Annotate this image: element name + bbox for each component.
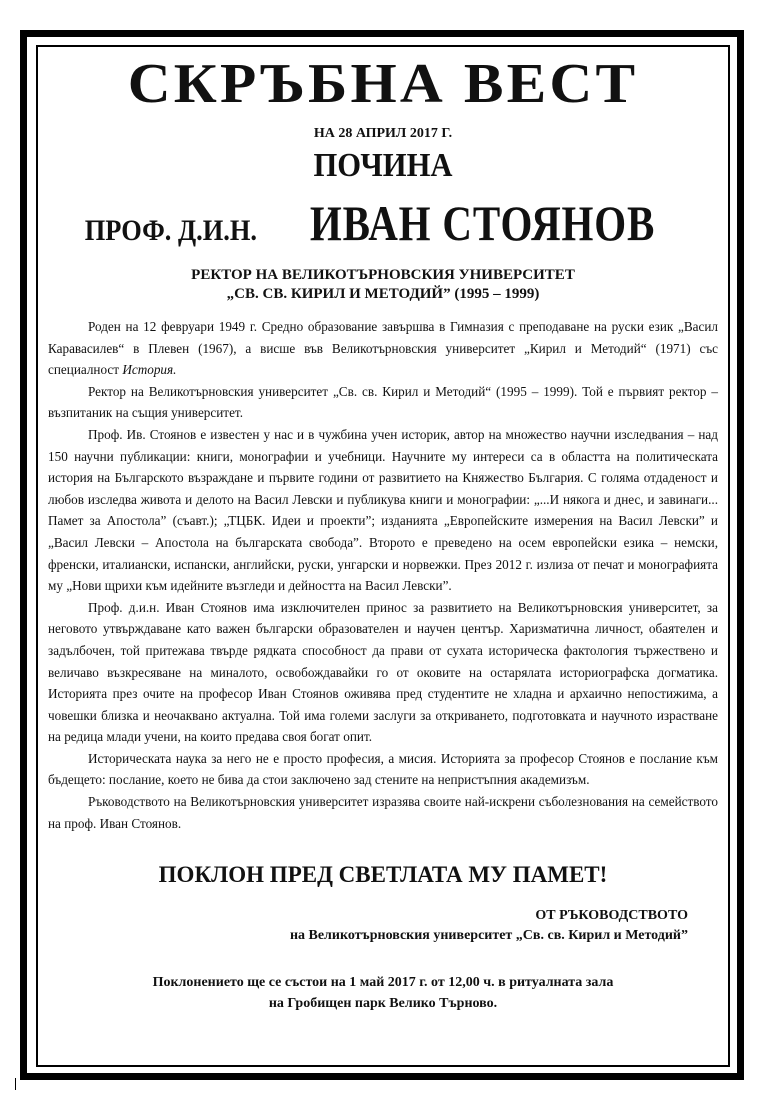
- signature-line-1: ОТ РЪКОВОДСТВОТО: [535, 908, 688, 924]
- biography-text: [48, 316, 718, 834]
- name-line: [48, 194, 718, 252]
- role-block: [48, 266, 718, 304]
- paragraph-3: Проф. Ив. Стоянов е известен у нас и в чужбина учен историк, автор на множество научни изследвания – над 150 научни публикации: книги, монографии и учебници. Научните му интереси са в областта на политическата история на Българското възраждане и първите години от развитието на Княжество България. С голяма отдаденост и любов изследва живота и делото на Васил Левски и публикува книги и монографии: „...И някога и днес, и завинаги... Памет за Апостола” (съавт.); „ТЦБК. Идеи и проекти”; изданията „Европейските измерения на Васил Левски” и „Васил Левски – Апостола на българската свобода”. Второто е преведено на осем европейски езика – немски, френски, италиански, испански, английски, руски, унгарски и норвежки. През 2012 г. излиза от печат и монографията му „Нови щрихи към идейните възгледи и дейността на Васил Левски”.: [48, 426, 718, 594]
- role-line-2: „СВ. СВ. КИРИЛ И МЕТОДИЙ” (1995 – 1999): [226, 286, 540, 302]
- paragraph-4: Проф. д.и.н. Иван Стоянов има изключителен принос за развитието на Великотърновския университет, за неговото утвърждаване като важен български образователен и научен център. Харизматична личност, обаятелен и задълбочен, той притежава твърде рядката способност да прави от сухата историческа фактология тържествено и величаво възкресяване на миналото, освобождавайки го от оковите на остарялата историографска догматика. Историята през очите на професор Иван Стоянов оживява пред студентите не хладна и архаично непостижима, а човешки близка и неочаквано актуална. Той има големи заслуги за откриването, подготовката и научното израстване на редица млади учени, на които предава своя богат опит.: [48, 599, 718, 745]
- signature-line-2: на Великотърновския университет „Св. св. Кирил и Методий”: [289, 928, 688, 944]
- person-name: ИВАН СТОЯНОВ: [310, 195, 656, 251]
- ceremony-line-2: на Гробищен парк Велико Търново.: [268, 996, 498, 1012]
- obituary-notice: [48, 52, 718, 1014]
- headline: СКРЪБНА ВЕСТ: [127, 53, 639, 115]
- ceremony-line-1: Поклонението ще се състои на 1 май 2017 г. от 12,00 ч. в ритуалната зала: [152, 975, 614, 991]
- ceremony-info: [48, 972, 718, 1014]
- paragraph-1: [48, 316, 718, 381]
- scan-edge-mark: [15, 1078, 16, 1090]
- memorial-slogan: ПОКЛОН ПРЕД СВЕТЛАТА МУ ПАМЕТ!: [158, 862, 608, 888]
- specialty: История.: [122, 362, 177, 378]
- date-line: НА 28 АПРИЛ 2017 Г.: [313, 126, 453, 141]
- paragraph-2: Ректор на Великотърновския университет „Св. св. Кирил и Методий“ (1995 – 1999). Той е първият ректор – възпитаник на същия университет.: [48, 383, 718, 421]
- signature-block: [48, 906, 718, 946]
- died-heading: ПОЧИНА: [313, 147, 453, 184]
- paragraph-6: Ръководството на Великотърновския университет изразява своите най-искрени съболезнования на семейството на проф. Иван Стоянов.: [48, 794, 718, 831]
- academic-title: ПРОФ. Д.И.Н.: [84, 214, 257, 247]
- paragraph-1-text: Роден на 12 февруари 1949 г. Средно образование завършва в Гимназия с преподаване на руски език „Васил Каравасилев“ в Плевен (1967), а висше във Великотърновския университет „Кирил и Методий“ (1971) със специалност: [48, 319, 718, 378]
- role-line-1: РЕКТОР НА ВЕЛИКОТЪРНОВСКИЯ УНИВЕРСИТЕТ: [191, 267, 575, 283]
- paragraph-5: Историческата наука за него не е просто професия, а мисия. Историята за професор Стоянов е послание към бъдещето: послание, което не бива да стои заключено зад стените на непристъпния академизъм.: [48, 750, 718, 788]
